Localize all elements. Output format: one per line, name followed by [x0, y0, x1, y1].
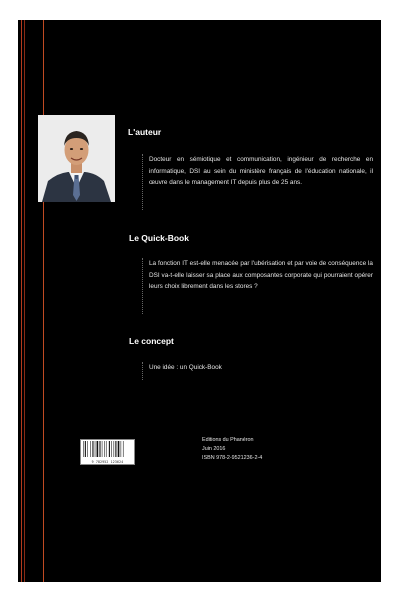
barcode-bar	[97, 441, 99, 457]
barcode-bar	[102, 441, 103, 457]
concept-heading: Le concept	[129, 336, 174, 346]
barcode-bar	[115, 441, 116, 457]
isbn-barcode	[80, 439, 135, 465]
publication-date: Juin 2016	[202, 445, 226, 452]
barcode-bar	[111, 441, 112, 457]
barcode-bar	[123, 441, 124, 457]
barcode-bar	[90, 441, 91, 457]
barcode-bar	[104, 441, 105, 457]
barcode-bar	[83, 441, 84, 457]
book-back-cover	[18, 20, 381, 582]
barcode-bar	[106, 441, 107, 457]
barcode-bar	[85, 441, 86, 457]
publisher-info	[202, 436, 262, 462]
barcode-bar	[109, 441, 110, 457]
publisher-name: Editions du Phanéron	[202, 437, 254, 443]
barcode-bar	[92, 441, 93, 457]
decorative-line	[24, 20, 25, 582]
concept-text: Une idée : un Quick-Book	[142, 362, 373, 380]
barcode-bar	[99, 441, 100, 457]
barcode-bar	[118, 441, 120, 457]
barcode-bar	[121, 441, 122, 457]
quickbook-heading: Le Quick-Book	[129, 233, 189, 243]
author-heading: L'auteur	[128, 127, 162, 137]
barcode-digits: 9 782952 123624	[91, 460, 124, 464]
quickbook-description-text: La fonction IT est-elle menacée par l'ubérisation et par voie de conséquence la DSI va-t-elle laisser sa place aux composantes corporate qui pourraient opérer leurs choix librement dans les stores ?	[142, 258, 373, 314]
barcode-bar	[114, 441, 115, 457]
author-bio-text: Docteur en sémiotique et communication, ingénieur de recherche en informatique, DSI au sein du ministère français de l'éducation nationale, il œuvre dans le management IT depuis plus de 25 ans.	[142, 154, 373, 210]
barcode-bar	[87, 441, 88, 457]
barcode-bar	[95, 441, 96, 457]
isbn-number: ISBN 978-2-9521236-2-4	[202, 454, 263, 461]
decorative-line	[21, 20, 22, 582]
author-photo	[38, 115, 115, 202]
decorative-line	[43, 20, 44, 582]
